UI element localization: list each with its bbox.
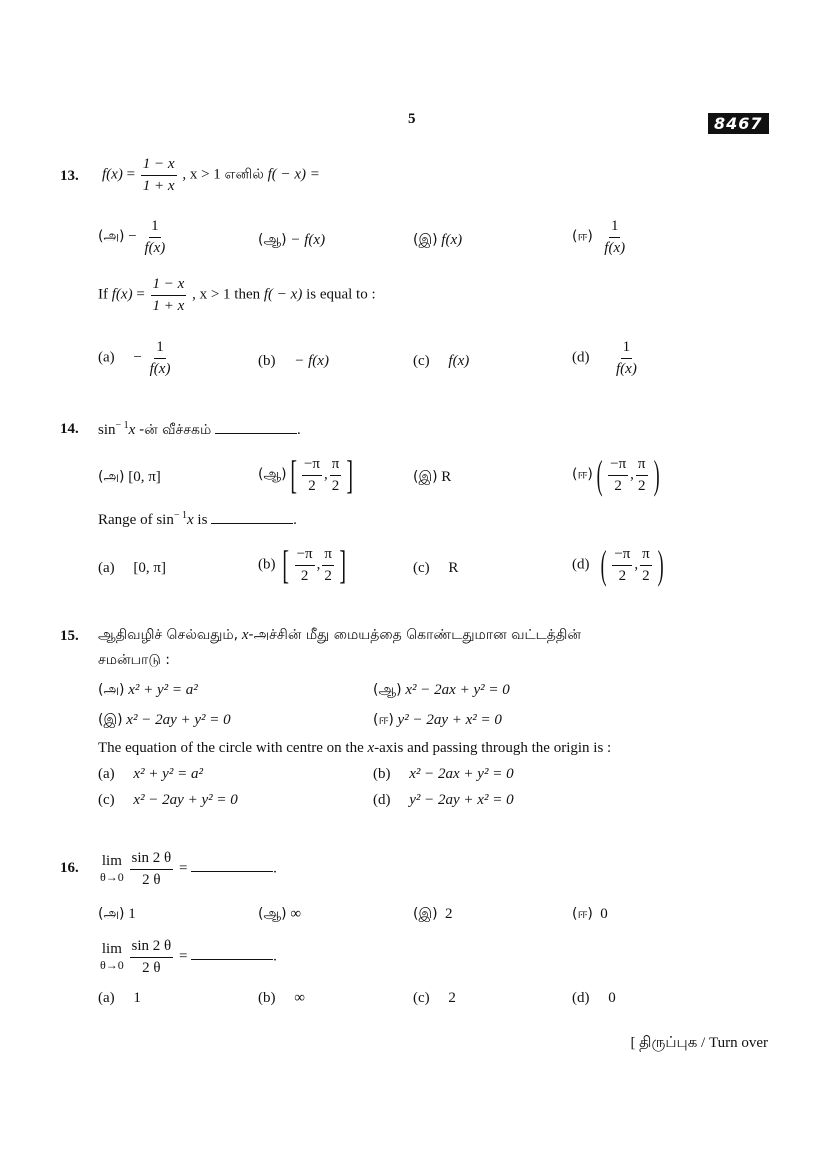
option-label: (c) xyxy=(413,990,430,1006)
q15-english-option-d xyxy=(373,792,514,809)
fx: f(x) xyxy=(111,286,133,303)
option-value: R xyxy=(448,560,459,576)
paper-code: 8467 xyxy=(708,113,769,134)
q13-fx: f(x) xyxy=(102,166,123,183)
q15-english-option-c xyxy=(98,792,238,809)
q16-tamil-option-a xyxy=(98,906,136,924)
option-label: (b) xyxy=(258,556,276,573)
q13-tam-text: எனில் xyxy=(224,166,264,183)
option-value: ∞ xyxy=(290,906,302,922)
q15-tamil-question-line2: சமன்பாடு : xyxy=(98,652,170,668)
comma: , xyxy=(634,556,639,573)
fraction xyxy=(302,456,322,494)
frac-den: 2 xyxy=(618,567,627,584)
frac-den: 2 xyxy=(324,567,332,584)
frac-num: π xyxy=(640,546,652,566)
option-label: (இ) xyxy=(98,712,123,728)
option-value: [0, π] xyxy=(133,560,166,576)
option-label: (d) xyxy=(373,792,391,808)
option-value: x² − 2ax + y² = 0 xyxy=(409,766,514,782)
option-value: − f(x) xyxy=(290,232,326,248)
sin: sin xyxy=(98,422,116,438)
option-value: 0 xyxy=(600,906,608,922)
q15-tamil-option-c xyxy=(98,712,231,730)
option-label: (இ) xyxy=(413,232,438,248)
tam-part: ஆதிவழிச் செல்வதும், xyxy=(98,627,239,643)
q13-tamil-question: f(x) = $\frac{1 - x}{1 + x}$ , x > 1 எனில் f( − x) = xyxy=(102,156,320,194)
option-value: [0, π] xyxy=(128,469,161,485)
sup: − 1 xyxy=(173,510,187,521)
q14-english-option-a xyxy=(98,560,166,577)
frac-den: f(x) xyxy=(616,360,637,377)
option-label: (ஈ) xyxy=(572,466,593,483)
frac-num: 1 − x xyxy=(151,276,187,296)
page-number: 5 xyxy=(408,111,416,127)
fraction xyxy=(602,218,627,256)
option-label: (ஈ) xyxy=(572,228,593,245)
option-label: (d) xyxy=(572,349,590,366)
frac-den: 2 θ xyxy=(142,871,161,888)
option-label: (ஈ) xyxy=(572,906,593,922)
en-part: -axis and passing through the origin is : xyxy=(374,740,612,756)
frac-num: sin 2 θ xyxy=(130,850,174,870)
q13-num: 1 − x xyxy=(141,156,177,176)
equals: = xyxy=(178,948,188,965)
option-label: (அ) xyxy=(98,469,125,485)
if-text: If xyxy=(98,286,108,303)
q16-number: 16. xyxy=(60,860,79,876)
fraction xyxy=(612,546,632,584)
q15-tamil-option-b xyxy=(373,682,510,700)
option-value: x² − 2ay + y² = 0 xyxy=(126,712,231,728)
text: Range of xyxy=(98,512,153,528)
limit xyxy=(100,853,124,884)
lim-text: lim xyxy=(101,941,122,958)
option-label: (ஆ) xyxy=(258,232,287,248)
option-label: (இ) xyxy=(413,469,438,485)
option-label: (d) xyxy=(572,556,590,573)
q15-tamil-option-a xyxy=(98,682,198,700)
q14-english-question: Range of $\sin^{- 1}x$ is . xyxy=(98,510,297,528)
q13-cond: , x > 1 xyxy=(182,166,221,183)
text: is equal to : xyxy=(306,286,376,303)
frac-den: 2 xyxy=(614,477,622,494)
option-label: (ஈ) xyxy=(373,712,394,728)
sup: − 1 xyxy=(115,420,129,431)
q14-english-option-d: (d) ( $\frac{-\pi}{2}$ , $\frac{\pi}{2}$ ) xyxy=(572,542,664,587)
tail: f( − x) xyxy=(263,286,303,303)
q13-english-option-c xyxy=(413,353,469,370)
q13-english-question: If f(x) = $\frac{1 - x}{1 + x}$ , x > 1 then f( − x) is equal to : xyxy=(98,276,376,314)
turn-over-note xyxy=(630,1034,768,1053)
option-value: 2 xyxy=(448,990,456,1006)
option-value: 2 xyxy=(445,906,453,922)
q15-tamil-question-line1 xyxy=(98,627,581,645)
q13-tamil-option-d xyxy=(572,218,629,256)
option-label: (b) xyxy=(258,353,276,369)
q15-tamil-option-d xyxy=(373,712,502,730)
fraction xyxy=(295,546,315,584)
option-value: y² − 2ay + x² = 0 xyxy=(409,792,514,808)
q13-english-option-b xyxy=(258,353,329,370)
fraction xyxy=(614,339,639,377)
lim-sub: θ→0 xyxy=(100,957,124,972)
q13-english-option-d xyxy=(572,339,641,377)
q14-english-option-c xyxy=(413,560,458,577)
q14-tamil-option-c xyxy=(413,469,451,487)
frac-num: π xyxy=(330,456,342,476)
en-part: The equation of the circle with centre on the xyxy=(98,740,364,756)
minus-sign: − xyxy=(133,349,142,366)
fraction xyxy=(322,546,334,584)
var-x: x xyxy=(367,740,375,756)
q16-english-option-b xyxy=(258,990,305,1007)
option-label: (c) xyxy=(98,792,115,808)
frac-num: 1 xyxy=(621,339,633,359)
frac-num: 1 xyxy=(149,218,161,238)
option-value: y² − 2ay + x² = 0 xyxy=(397,712,502,728)
q16-tamil-option-d xyxy=(572,906,608,924)
fraction xyxy=(148,339,173,377)
frac-den: 2 xyxy=(300,567,309,584)
q13-tamil-option-c xyxy=(413,232,462,250)
var: x xyxy=(128,422,136,438)
option-label: (c) xyxy=(413,353,430,369)
frac-den: 2 θ xyxy=(142,959,161,976)
q14-tamil-option-d: (ஈ)( $\frac{-\pi}{2}$ , $\frac{\pi}{2}$ ) xyxy=(572,452,660,497)
answer-blank xyxy=(191,871,273,872)
frac-den: f(x) xyxy=(149,360,171,377)
q13-fraction xyxy=(141,156,177,194)
option-value: x² + y² = a² xyxy=(133,766,203,782)
option-label: (a) xyxy=(98,766,115,782)
cond: , x > 1 then xyxy=(192,286,261,303)
option-label: (c) xyxy=(413,560,430,576)
frac-num: −π xyxy=(295,546,315,566)
comma: , xyxy=(630,466,634,483)
q16-english-option-a xyxy=(98,990,141,1007)
option-label: (d) xyxy=(572,990,590,1006)
q13-number: 13. xyxy=(60,168,79,184)
q15-english-option-a xyxy=(98,766,203,783)
option-label: (a) xyxy=(98,990,115,1006)
option-value: ∞ xyxy=(294,990,305,1006)
lim-text: lim xyxy=(101,853,122,870)
q16-english-question: lim θ→0 $\frac{\sin 2 \theta}{2 \theta}$ = . xyxy=(100,938,277,976)
q16-english-option-c xyxy=(413,990,456,1007)
is: is xyxy=(197,512,208,528)
frac-den: f(x) xyxy=(604,239,626,256)
option-value: x² − 2ay + y² = 0 xyxy=(133,792,238,808)
option-value: R xyxy=(441,469,452,485)
option-label: (a) xyxy=(98,560,115,576)
limit xyxy=(100,941,124,972)
frac-num: 1 xyxy=(609,218,621,238)
q15-english-option-b xyxy=(373,766,514,783)
fraction xyxy=(636,456,648,494)
frac-num: −π xyxy=(612,546,632,566)
option-value: x² − 2ax + y² = 0 xyxy=(405,682,510,698)
option-value: f(x) xyxy=(448,353,470,369)
fraction xyxy=(608,456,628,494)
option-value: f(x) xyxy=(441,232,463,248)
answer-blank xyxy=(191,959,273,960)
q16-tamil-option-b xyxy=(258,906,301,924)
option-label: (ஆ) xyxy=(258,466,287,483)
q13-tail: f( − x) = xyxy=(267,166,320,183)
answer-blank xyxy=(211,523,293,524)
frac-den: 1 + x xyxy=(152,297,185,314)
option-label: (அ) xyxy=(98,906,125,922)
q14-tamil-option-b: (ஆ)[ $\frac{-\pi}{2}$ , $\frac{\pi}{2}$ ] xyxy=(258,452,354,497)
frac-num: −π xyxy=(302,456,322,476)
option-label: (இ) xyxy=(413,906,438,922)
option-label: (அ) xyxy=(98,228,125,245)
lim-sub: θ→0 xyxy=(100,869,124,884)
q15-number: 15. xyxy=(60,628,79,644)
fraction xyxy=(330,456,342,494)
q14-tamil-question: $\sin^{- 1}x$ -ன் வீச்சகம் . xyxy=(98,420,301,438)
sin: sin xyxy=(156,512,174,528)
option-value: 1 xyxy=(133,990,141,1006)
option-value: 1 xyxy=(128,906,136,922)
q14-number: 14. xyxy=(60,421,79,437)
frac-den: 2 xyxy=(637,477,646,494)
option-value: x² + y² = a² xyxy=(128,682,198,698)
q15-english-question xyxy=(98,740,611,757)
minus-sign: − xyxy=(128,228,137,245)
fraction xyxy=(142,218,167,256)
frac-num: 1 xyxy=(154,339,166,359)
frac-num: π xyxy=(636,456,648,476)
turn-over-text: [ திருப்புக / Turn over xyxy=(630,1035,768,1051)
q14-tamil-option-a xyxy=(98,469,161,487)
option-label: (அ) xyxy=(98,682,125,698)
option-label: (b) xyxy=(258,990,276,1006)
frac-num: sin 2 θ xyxy=(130,938,174,958)
q14-english-option-b: (b) [ $\frac{-\pi}{2}$ , $\frac{\pi}{2}$ ] xyxy=(258,542,346,587)
fraction xyxy=(130,938,174,976)
tam-part: -அச்சின் மீது மையத்தை கொண்டதுமான வட்டத்தின் xyxy=(248,627,581,643)
q13-tamil-option-a xyxy=(98,218,169,256)
q13-den: 1 + x xyxy=(142,177,175,194)
option-value: − f(x) xyxy=(294,353,329,369)
frac-den: f(x) xyxy=(144,239,166,256)
frac-num: −π xyxy=(608,456,628,476)
frac-den: 2 xyxy=(331,477,340,494)
q13-english-option-a xyxy=(98,339,174,377)
option-label: (b) xyxy=(373,766,391,782)
q16-tamil-question: lim θ→0 $\frac{\sin 2 \theta}{2 \theta}$ = . xyxy=(100,850,277,888)
option-label: (ஆ) xyxy=(258,906,287,922)
fraction xyxy=(151,276,187,314)
var-x: x xyxy=(241,627,249,643)
tam-text: -ன் வீச்சகம் xyxy=(139,422,212,438)
fraction xyxy=(130,850,174,888)
q16-tamil-option-c xyxy=(413,906,453,924)
answer-blank xyxy=(215,433,297,434)
var: x xyxy=(186,512,194,528)
frac-den: 2 xyxy=(308,477,316,494)
option-label: (a) xyxy=(98,349,115,366)
fraction xyxy=(640,546,652,584)
option-value: 0 xyxy=(608,990,616,1006)
equals: = xyxy=(178,860,188,877)
frac-den: 2 xyxy=(642,567,650,584)
q13-tamil-option-b xyxy=(258,232,325,250)
comma: , xyxy=(316,556,321,573)
option-label: (ஆ) xyxy=(373,682,402,698)
frac-num: π xyxy=(322,546,334,566)
comma: , xyxy=(324,466,328,483)
q16-english-option-d xyxy=(572,990,616,1007)
